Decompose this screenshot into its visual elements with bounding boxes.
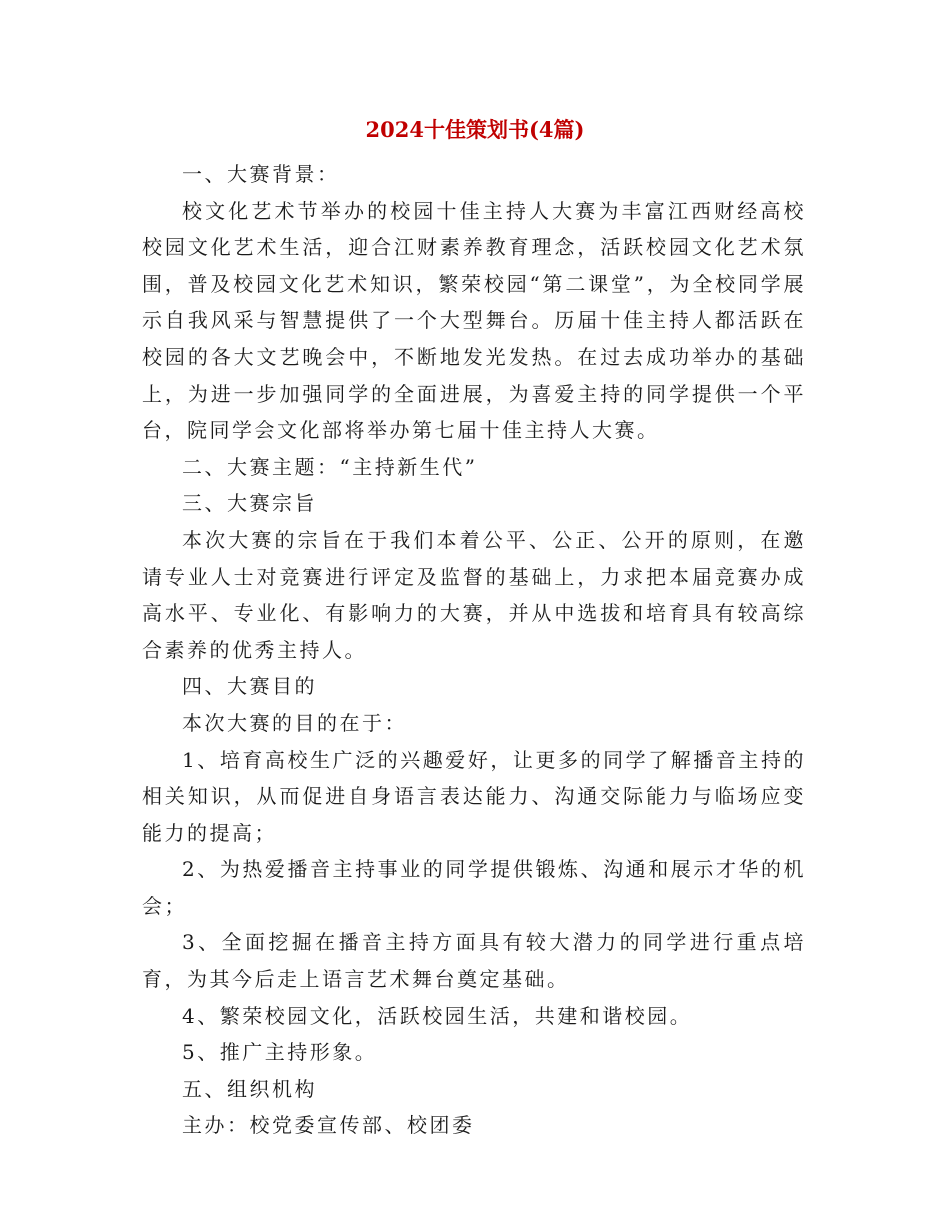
- list-item-goal-4: 4、繁荣校园文化，活跃校园生活，共建和谐校园。: [182, 1003, 693, 1028]
- section-heading-theme: 二、大赛主题：“主持新生代”: [182, 454, 478, 479]
- document-title: 2024十佳策划书(4篇): [365, 117, 585, 142]
- paragraph-background: 校文化艺术节举办的校园十佳主持人大赛为丰富江西财经高校校园文化艺术生活，迎合江财素养教育理念，活跃校园文化艺术氛围，普及校园文化艺术知识，繁荣校园“第二课堂”，为全校同学展示自我风采与智慧提供了一个大型舞台。历届十佳主持人都活跃在校园的各大文艺晚会中，不断地发光发热。在过去成功举办的基础上，为进一步加强同学的全面进展，为喜爱主持的同学提供一个平台，院同学会文化部将举办第七届十佳主持人大赛。: [142, 198, 806, 443]
- section-heading-background: 一、大赛背景：: [182, 162, 340, 186]
- paragraph-organizer: 主办：校党委宣传部、校团委: [182, 1113, 475, 1138]
- list-item-goal-2: 2、为热爱播音主持事业的同学提供锻炼、沟通和展示才华的机会；: [142, 857, 806, 918]
- section-heading-purpose: 三、大赛宗旨: [182, 491, 317, 516]
- section-heading-goals: 四、大赛目的: [182, 674, 317, 699]
- paragraph-goals-intro: 本次大赛的目的在于：: [182, 710, 407, 735]
- list-item-goal-5: 5、推广主持形象。: [182, 1040, 378, 1065]
- list-item-goal-1: 1、培育高校生广泛的兴趣爱好，让更多的同学了解播音主持的相关知识，从而促进自身语言表达能力、沟通交际能力与临场应变能力的提高；: [142, 747, 806, 845]
- list-item-goal-3: 3、全面挖掘在播音主持方面具有较大潜力的同学进行重点培育，为其今后走上语言艺术舞台奠定基础。: [142, 930, 806, 992]
- paragraph-purpose: 本次大赛的宗旨在于我们本着公平、公正、公开的原则，在邀请专业人士对竞赛进行评定及监督的基础上，力求把本届竞赛办成高水平、专业化、有影响力的大赛，并从中选拔和培育具有较高综合素养的优秀主持人。: [142, 527, 806, 662]
- section-heading-organization: 五、组织机构: [182, 1076, 317, 1101]
- document-body: [142, 156, 806, 1144]
